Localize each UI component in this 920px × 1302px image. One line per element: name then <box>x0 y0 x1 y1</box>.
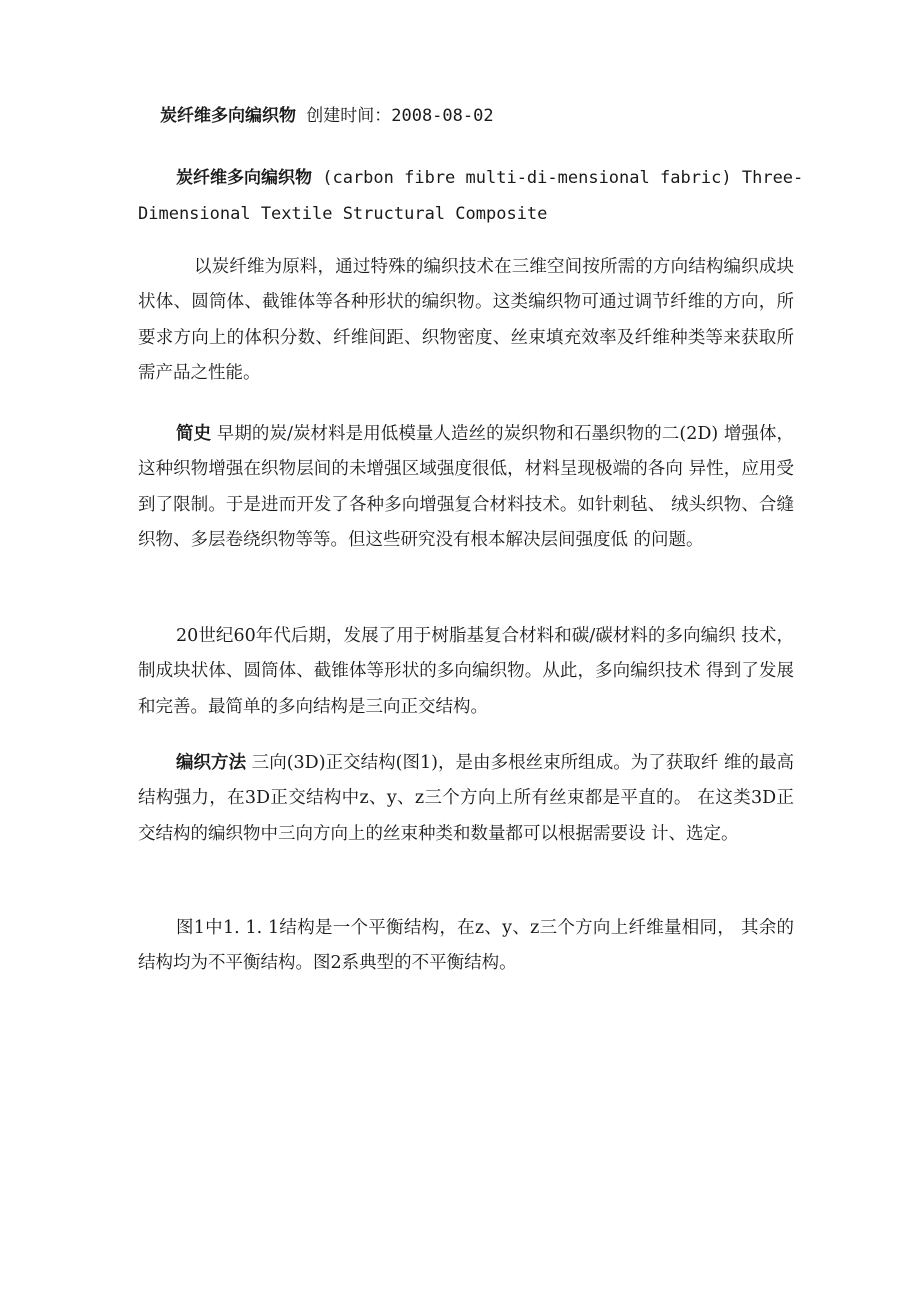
term-cn: 炭纤维多向编织物 <box>176 168 312 188</box>
history-paragraph <box>138 417 794 559</box>
article-title: 炭纤维多向编织物 <box>160 106 296 126</box>
article-header <box>160 104 494 128</box>
definition-paragraph: 以炭纤维为原料，通过特殊的编织技术在三维空间按所需的方向结构编织成块状体、圆筒体、截锥体等各种形状的编织物。这类编织物可通过调节纤维的方向，所要求方向上的体积分数、纤维间距、织物密度、丝束填充效率及纤维种类等来获取所需产品之性能。 <box>138 257 794 384</box>
method-paragraph <box>138 746 794 852</box>
method-text: 三向(3D)正交结构(图1)，是由多根丝束所组成。为了获取纤 维的最高结构强力，在3D正交结构中z、y、z三个方向上所有丝束都是平直的。 在这类3D正交结构的编织物中三向方向上的丝束种类和数量都可以根据需要设 计、选定。 <box>138 753 795 844</box>
sixties-paragraph: 20世纪60年代后期，发展了用于树脂基复合材料和碳/碳材料的多向编织 技术，制成块状体、圆筒体、截锥体等形状的多向编织物。从此，多向编织技术 得到了发展和完善。最简单的多向结构是三向正交结构。 <box>138 626 794 717</box>
created-date: 创建时间：2008-08-02 <box>296 106 494 126</box>
term-en-line1: (carbon fibre multi-di-mensional fabric) Three- <box>312 168 804 188</box>
term-en-line2: Dimensional Textile Structural Composite <box>138 204 548 224</box>
history-label: 简史 <box>176 424 212 444</box>
history-text: 早期的炭/炭材料是用低模量人造丝的炭织物和石墨织物的二(2D) 增强体，这种织物增强在织物层间的未增强区域强度很低，材料呈现极端的各向 异性，应用受到了限制。于是进而开发了各种多向增强复合材料技术。如针刺毡、 绒头织物、合缝织物、多层卷绕织物等等。但这些研究没有根本解决层间强度低 的问题。 <box>138 424 795 551</box>
figure-paragraph: 图1中1. 1. 1结构是一个平衡结构，在z、y、z三个方向上纤维量相同， 其余的结构均为不平衡结构。图2系典型的不平衡结构。 <box>138 918 794 974</box>
term-definition-heading <box>138 160 804 232</box>
method-label: 编织方法 <box>176 753 247 773</box>
